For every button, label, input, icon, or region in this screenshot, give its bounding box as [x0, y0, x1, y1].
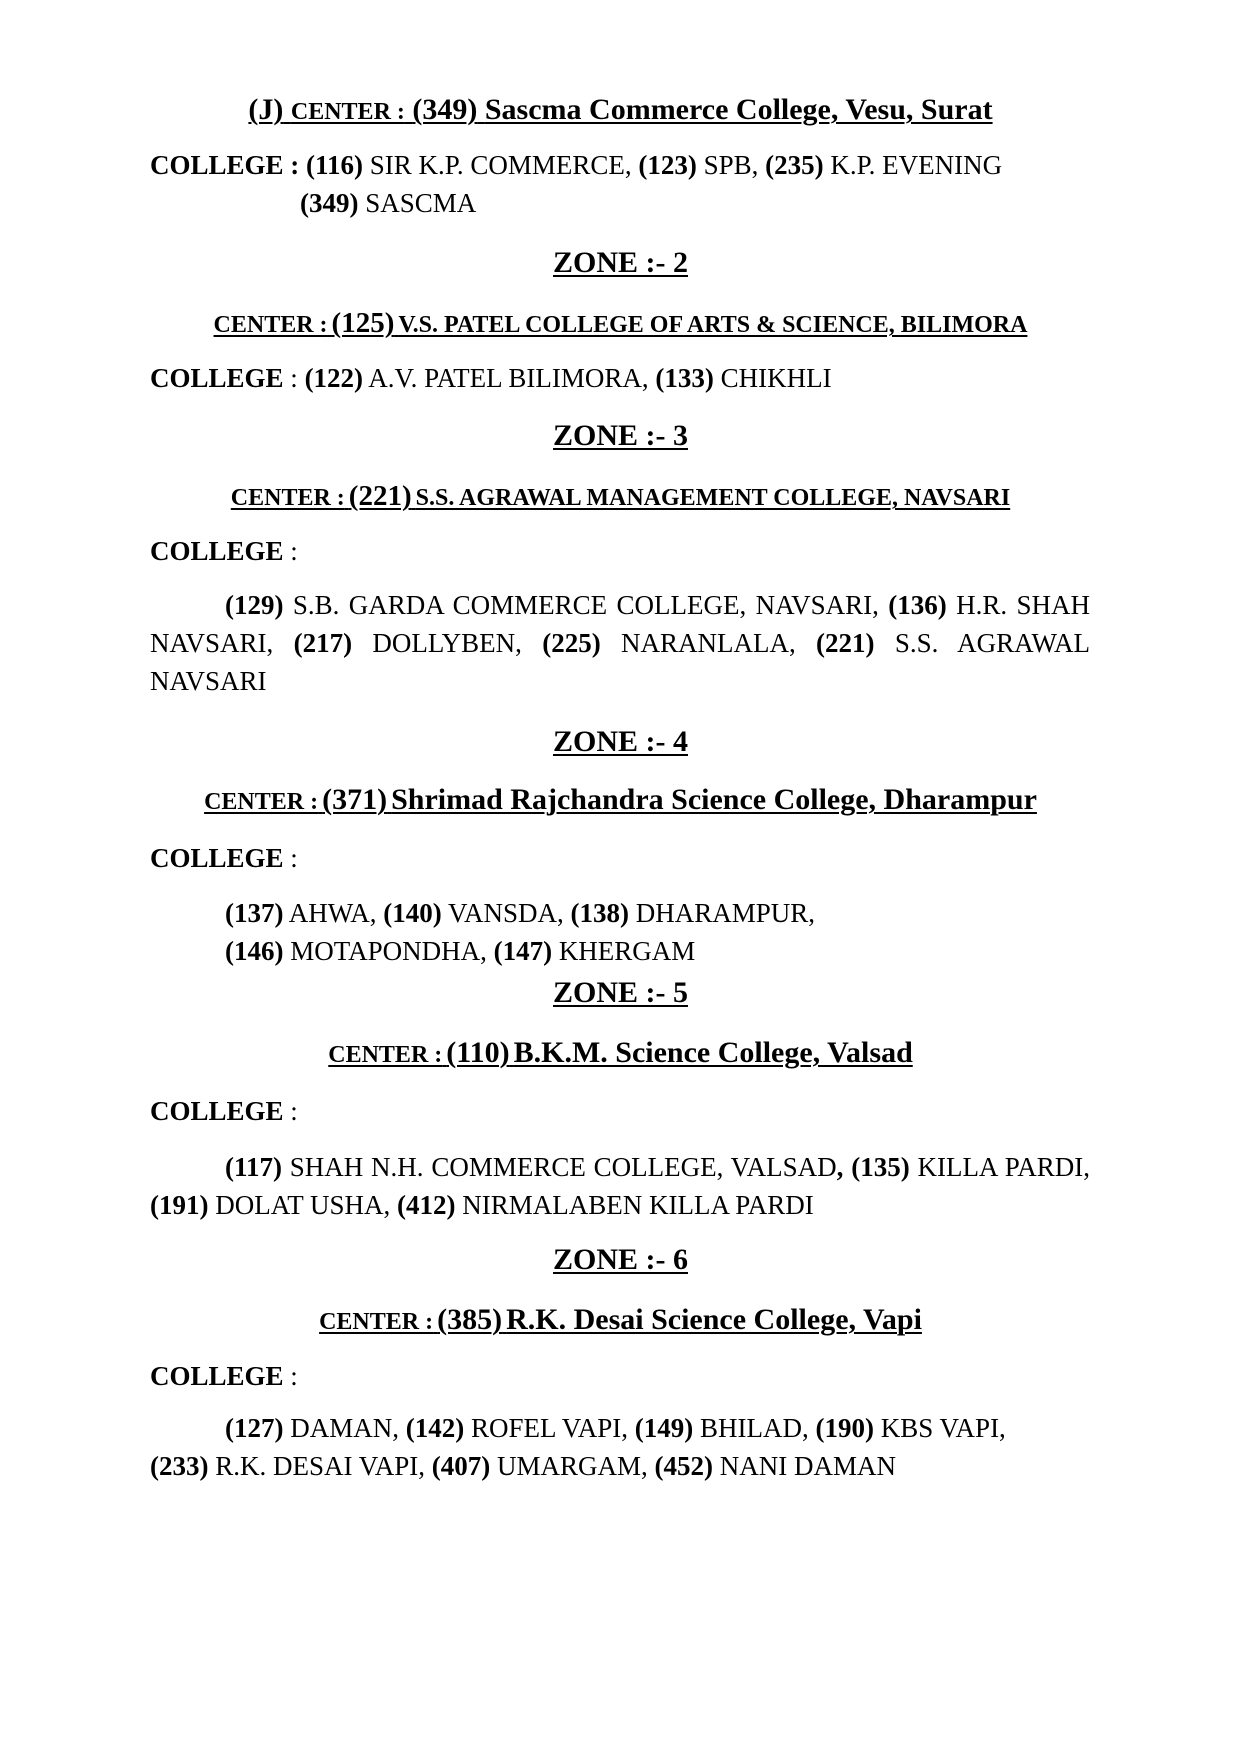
zone-6-colleges-line1: (127) DAMAN, (142) ROFEL VAPI, (149) BHILAD, (190) KBS VAPI,: [225, 1413, 1006, 1443]
college-list-j-line2: (349) SASCMA: [300, 188, 477, 218]
zone-2-colleges: COLLEGE : (122) A.V. PATEL BILIMORA, (133) CHIKHLI: [150, 363, 832, 393]
zone-3-title: ZONE :- 3: [553, 419, 688, 452]
zone-3-center: CENTER : (221) S.S. AGRAWAL MANAGEMENT COLLEGE, NAVSARI: [230, 480, 1011, 512]
zone-4-colleges-line2: (146) MOTAPONDHA, (147) KHERGAM: [225, 936, 696, 966]
zone-4-center: CENTER : (371) Shrimad Rajchandra Science College, Dharampur: [204, 783, 1037, 816]
center-j-heading: (J) CENTER : (349) Sascma Commerce College, Vesu, Surat: [248, 93, 993, 126]
zone-3-colleges: (129) S.B. GARDA COMMERCE COLLEGE, NAVSARI, (136) H.R. SHAH NAVSARI, (217) DOLLYBEN, (225) NARANLALA, (221) S.S. AGRAWAL NAVSARI: [150, 590, 1091, 696]
zone-4-colleges-line1: (137) AHWA, (140) VANSDA, (138) DHARAMPUR,: [225, 898, 816, 928]
zone-4-college-label: COLLEGE :: [150, 843, 298, 873]
zone-5-colleges: (117) SHAH N.H. COMMERCE COLLEGE, VALSAD, (135) KILLA PARDI, (191) DOLAT USHA, (412) NIRMALABEN KILLA PARDI: [150, 1152, 1091, 1220]
zone-5-college-label: COLLEGE :: [150, 1096, 298, 1126]
zone-3-college-label: COLLEGE :: [150, 536, 298, 566]
zone-6-center: CENTER : (385) R.K. Desai Science College, Vapi: [319, 1303, 922, 1336]
zone-4-title: ZONE :- 4: [553, 725, 688, 758]
zone-5-title: ZONE :- 5: [553, 976, 688, 1009]
zone-5-center: CENTER : (110) B.K.M. Science College, Valsad: [328, 1036, 913, 1069]
college-list-j-line1: COLLEGE : (116) SIR K.P. COMMERCE, (123) SPB, (235) K.P. EVENING: [150, 150, 1003, 180]
zone-6-title: ZONE :- 6: [553, 1243, 688, 1276]
zone-6-college-label: COLLEGE :: [150, 1361, 298, 1391]
zone-2-center: CENTER : (125) V.S. PATEL COLLEGE OF ARTS & SCIENCE, BILIMORA: [213, 307, 1028, 339]
zone-2-title: ZONE :- 2: [553, 246, 688, 279]
zone-6-colleges-line2: (233) R.K. DESAI VAPI, (407) UMARGAM, (452) NANI DAMAN: [150, 1451, 897, 1481]
